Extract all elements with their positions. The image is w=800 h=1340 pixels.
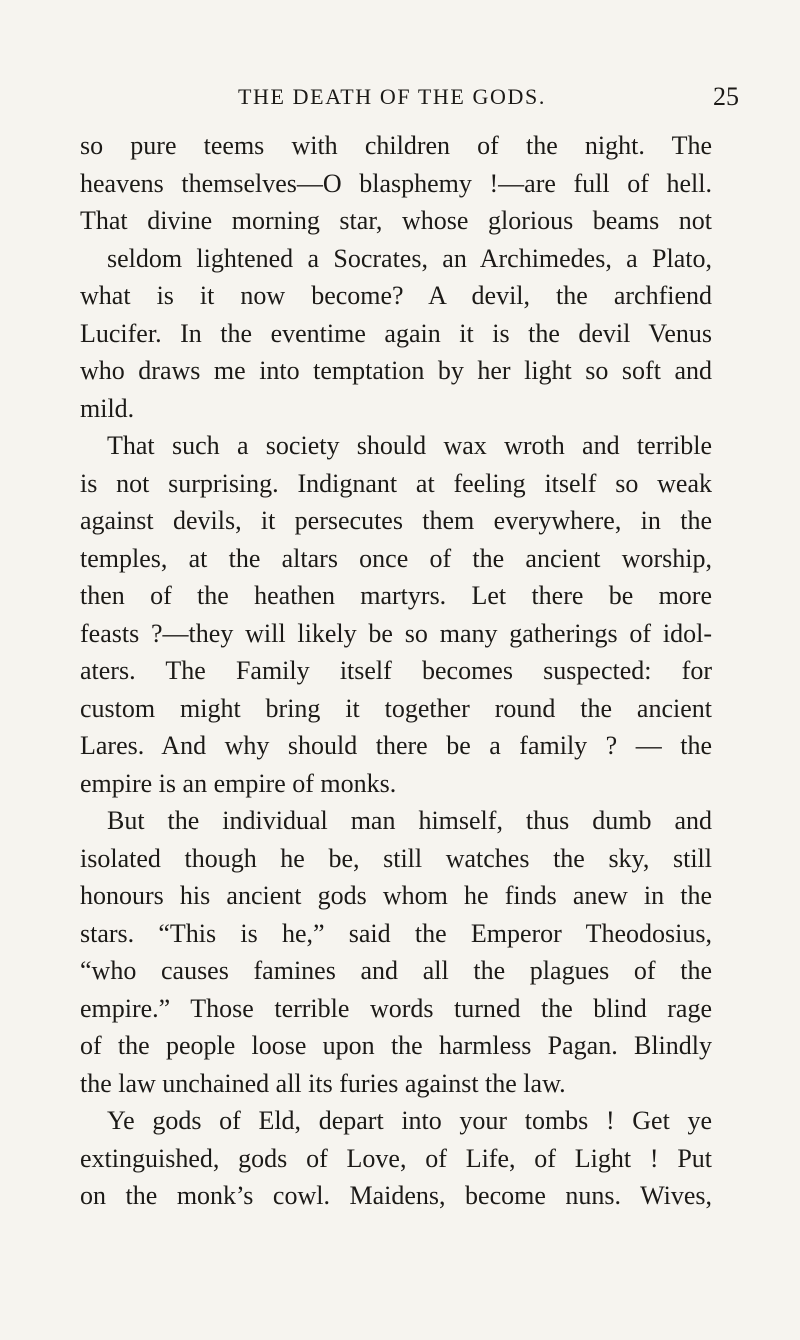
text-line: of the people loose upon the harmless Pagan. Blindly <box>80 1031 712 1060</box>
text-line: extinguished, gods of Love, of Life, of Light ! Put <box>80 1143 712 1173</box>
text-line: what is it now become? A devil, the archfiend <box>80 281 712 310</box>
text-line: aters. The Family itself becomes suspected: for <box>80 656 712 685</box>
text-line: on the monk’s cowl. Maidens, become nuns. Wives, <box>80 1181 712 1210</box>
text-line: so pure teems with children of the night. The <box>80 131 712 160</box>
text-line: That divine morning star, whose glorious beams not <box>80 206 712 235</box>
running-header <box>0 84 800 114</box>
text-line: empire is an empire of monks. <box>80 768 397 798</box>
page-number: 25 <box>713 82 739 111</box>
text-line: empire.” Those terrible words turned the blind rage <box>80 993 712 1023</box>
text-line: is not surprising. Indignant at feeling itself so weak <box>80 468 712 498</box>
text-line: the law unchained all its furies against the law. <box>80 1068 566 1098</box>
text-line: seldom lightened a Socrates, an Archimedes, a Plato, <box>107 243 712 273</box>
text-line: heavens themselves—O blasphemy !—are full of hell. <box>80 168 712 198</box>
body-text <box>80 127 712 1215</box>
text-line: isolated though he be, still watches the sky, still <box>80 843 712 873</box>
text-line: Ye gods of Eld, depart into your tombs ! Get ye <box>107 1106 712 1135</box>
text-line: Lucifer. In the eventime again it is the devil Venus <box>80 318 712 348</box>
text-line: mild. <box>80 393 135 423</box>
text-line: stars. “This is he,” said the Emperor Theodosius, <box>80 918 712 948</box>
text-line: custom might bring it together round the ancient <box>80 693 712 723</box>
text-line: against devils, it persecutes them everywhere, in the <box>80 506 712 535</box>
text-line: “who causes famines and all the plagues of the <box>80 956 712 985</box>
text-line: temples, at the altars once of the ancient worship, <box>80 543 712 573</box>
text-line: honours his ancient gods whom he finds anew in the <box>80 881 712 910</box>
text-line: then of the heathen martyrs. Let there be more <box>80 581 712 610</box>
text-line: who draws me into temptation by her light so soft and <box>80 356 712 385</box>
running-title: THE DEATH OF THE GODS. <box>238 84 546 109</box>
text-line: But the individual man himself, thus dumb and <box>107 806 712 835</box>
text-line: feasts ?—they will likely be so many gatherings of idol- <box>80 618 712 648</box>
text-line: That such a society should wax wroth and terrible <box>107 431 712 460</box>
text-line: Lares. And why should there be a family ? — the <box>80 731 712 760</box>
